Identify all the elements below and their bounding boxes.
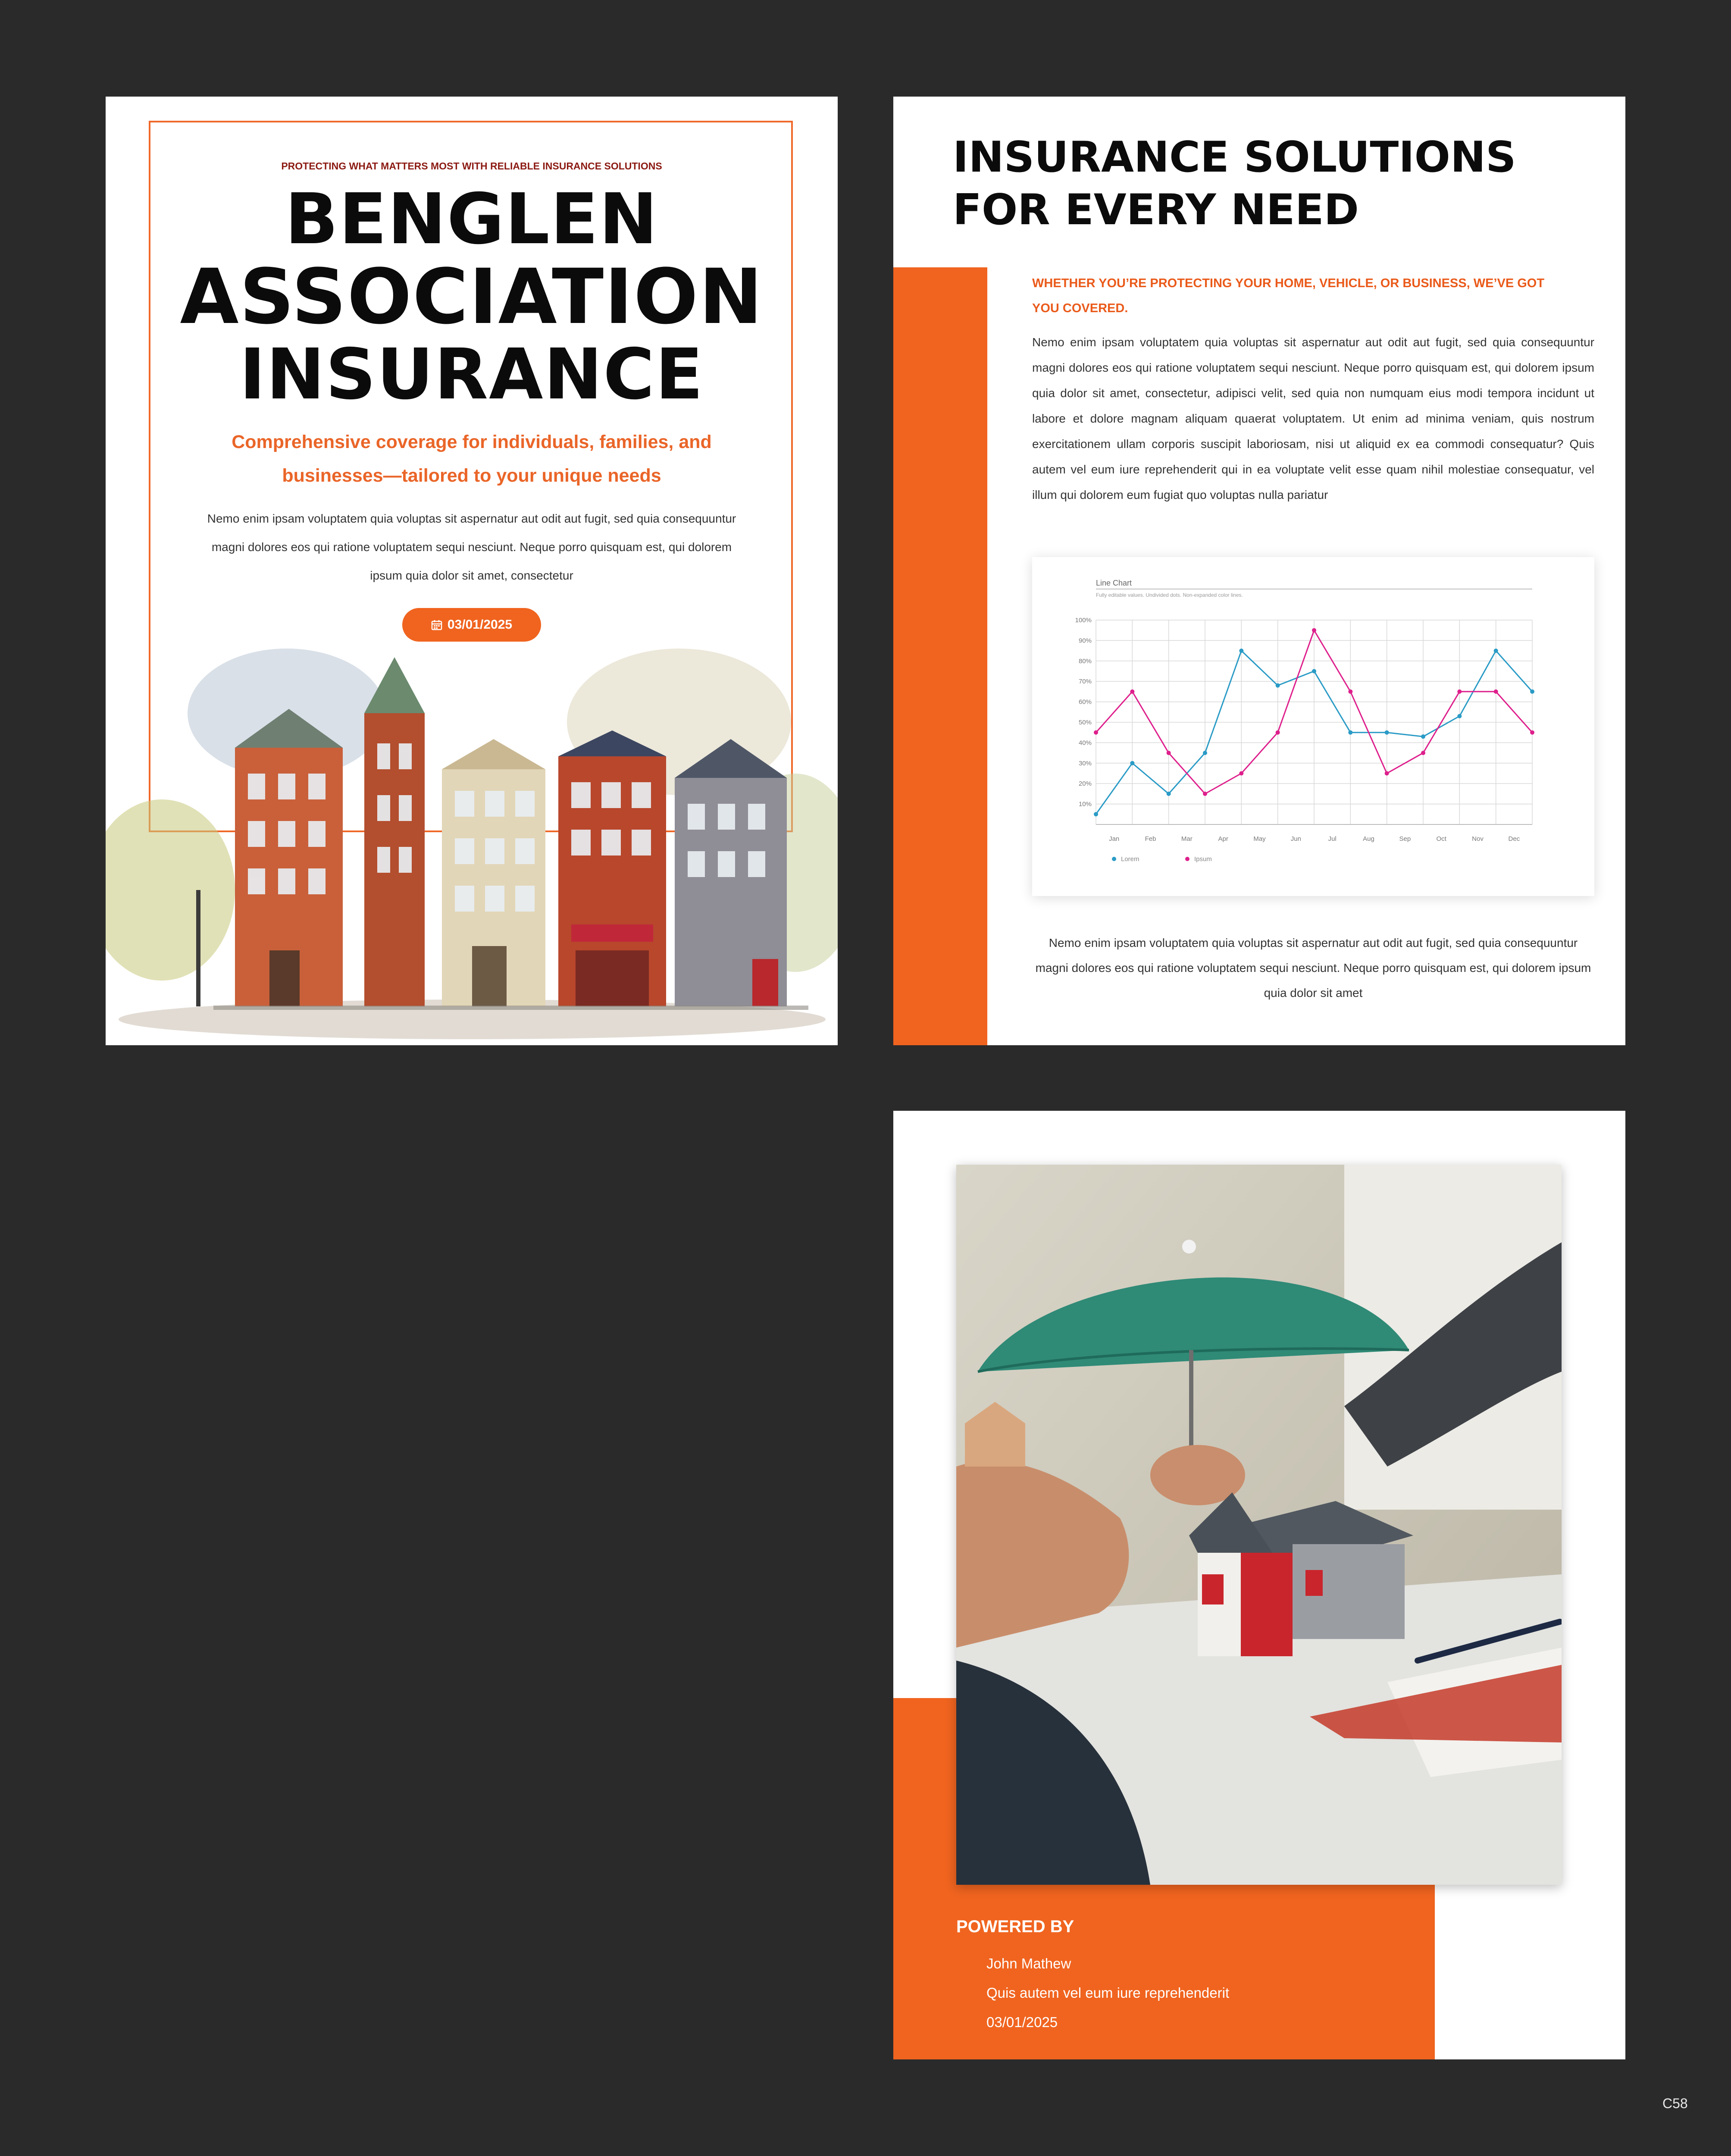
chart-point-ipsum	[1530, 730, 1534, 735]
chart-point-ipsum	[1457, 689, 1462, 694]
back-date: 03/01/2025	[986, 2014, 1058, 2030]
chart-subtitle: Fully editable values. Undivided dots. Non-expanded color lines.	[1096, 592, 1243, 598]
chart-y-tick-label: 40%	[1078, 739, 1092, 747]
chart-point-ipsum	[1239, 771, 1243, 776]
chart-x-tick-label: Jan	[1109, 835, 1120, 843]
cover-subtitle: Comprehensive coverage for individuals, families, and businesses—tailored to your unique needs	[232, 432, 712, 486]
cover-title-line-1: BENGLEN	[285, 179, 659, 260]
calendar-icon	[431, 619, 442, 630]
chart-y-tick-label: 30%	[1078, 759, 1092, 767]
powered-by-info	[986, 1949, 1229, 2037]
chart-x-tick-label: Dec	[1508, 835, 1520, 843]
cover-date: 03/01/2025	[447, 617, 513, 632]
chart-x-tick-label: Jun	[1290, 835, 1301, 843]
after-chart-text: Nemo enim ipsam voluptatem quia voluptas sit aspernatur aut odit aut fugit, sed quia consequuntur magni dolores eos qui ratione voluptatem sequi nesciunt. Neque porro quisquam est, qui dolorem ipsum quia dolor sit amet	[1035, 936, 1591, 1000]
chart-x-tick-label: Nov	[1472, 835, 1484, 843]
cover-page	[106, 97, 838, 1045]
chart-y-tick-label: 60%	[1078, 698, 1092, 706]
chart-point-ipsum	[1276, 730, 1280, 735]
solutions-heading: INSURANCE SOLUTIONS FOR EVERY NEED	[953, 133, 1516, 235]
chart-x-tick-label: Feb	[1145, 835, 1156, 843]
chart-point-lorem	[1094, 812, 1098, 816]
chart-point-ipsum	[1494, 689, 1498, 694]
chart-point-lorem	[1276, 683, 1280, 688]
chart-point-lorem	[1130, 761, 1134, 765]
chart-point-ipsum	[1385, 771, 1389, 776]
chart-point-ipsum	[1094, 730, 1098, 735]
chart-point-ipsum	[1203, 792, 1207, 796]
chart-point-ipsum	[1348, 689, 1352, 694]
chart-point-lorem	[1312, 669, 1316, 674]
umbrella-house-photo	[956, 1165, 1562, 1885]
chart-point-lorem	[1494, 649, 1498, 653]
cover-title-line-2: ASSOCIATION	[180, 253, 764, 341]
chart-x-tick-label: Apr	[1218, 835, 1228, 843]
chart-y-tick-label: 50%	[1078, 719, 1092, 726]
chart-x-tick-label: Jul	[1328, 835, 1337, 843]
author-name: John Mathew	[986, 1955, 1071, 1971]
chart-y-tick-label: 20%	[1078, 780, 1092, 788]
footer-code: C58	[1662, 2096, 1688, 2111]
chart-y-tick-label: 70%	[1078, 678, 1092, 686]
cover-body-text: Nemo enim ipsam voluptatem quia voluptas sit aspernatur aut odit aut fugit, sed quia consequuntur magni dolores eos qui ratione voluptatem sequi nesciunt. Neque porro quisquam est, qui dolorem ipsum quia dolor sit amet, consectetur	[207, 512, 736, 582]
chart-x-tick-label: Oct	[1436, 835, 1446, 843]
chart-point-lorem	[1530, 689, 1534, 694]
chart-legend-marker	[1112, 857, 1116, 861]
chart-point-lorem	[1421, 734, 1425, 739]
chart-x-tick-label: Mar	[1181, 835, 1193, 843]
orange-side-bar	[893, 267, 987, 1045]
chart-point-ipsum	[1130, 689, 1134, 694]
chart-y-tick-label: 90%	[1078, 637, 1092, 645]
chart-point-lorem	[1203, 751, 1207, 755]
line-chart-card	[1032, 557, 1594, 896]
chart-point-lorem	[1348, 730, 1352, 735]
chart-point-lorem	[1457, 714, 1462, 718]
chart-point-ipsum	[1312, 628, 1316, 633]
line-chart	[1032, 557, 1594, 896]
chart-point-lorem	[1239, 649, 1243, 653]
powered-by-label: POWERED BY	[956, 1917, 1074, 1936]
chart-y-tick-label: 80%	[1078, 657, 1092, 665]
cover-title-line-3: INSURANCE	[239, 334, 704, 415]
chart-point-lorem	[1385, 730, 1389, 735]
chart-y-tick-label: 100%	[1075, 617, 1092, 624]
chart-y-tick-label: 10%	[1078, 800, 1092, 808]
solutions-paragraph: Nemo enim ipsam voluptatem quia voluptas sit aspernatur aut odit aut fugit, sed quia consequuntur magni dolores eos qui ratione voluptatem sequi nesciunt. Neque porro quisquam est, qui dolorem ipsum quia dolor sit amet, consectetur, adipisci velit, sed quia non numquam eius modi tempora incidunt ut labore et dolore magnam aliquam quaerat voluptatem. Ut enim ad minima veniam, quis nostrum exercitationem ullam corporis suscipit laboriosam, nisi ut aliquid ex ea commodi consequatur? Quis autem vel eum iure reprehenderit qui in ea voluptate velit esse quam nihil molestiae consequatur, vel illum qui dolorem eum fugiat quo voluptas nulla pariatur	[1032, 335, 1594, 501]
cover-tagline: PROTECTING WHAT MATTERS MOST WITH RELIABLE INSURANCE SOLUTIONS	[281, 160, 662, 172]
chart-title: Line Chart	[1096, 579, 1132, 587]
chart-legend-label: Ipsum	[1194, 856, 1212, 863]
solutions-lead: WHETHER YOU’RE PROTECTING YOUR HOME, VEHICLE, OR BUSINESS, WE’VE GOT YOU COVERED.	[1032, 276, 1545, 315]
chart-legend-marker	[1185, 857, 1189, 861]
chart-point-ipsum	[1421, 751, 1425, 755]
chart-point-ipsum	[1167, 751, 1171, 755]
author-line: Quis autem vel eum iure reprehenderit	[986, 1985, 1230, 2001]
cover-title	[106, 181, 838, 414]
chart-legend-label: Lorem	[1121, 856, 1139, 863]
watercolor-townhouses-illustration	[106, 649, 838, 1045]
chart-x-tick-label: Aug	[1363, 835, 1374, 843]
chart-point-lorem	[1167, 792, 1171, 796]
chart-x-tick-label: May	[1253, 835, 1266, 843]
solutions-page	[893, 97, 1625, 1045]
cover-date-badge	[402, 608, 541, 642]
back-cover-page	[893, 1111, 1625, 2059]
chart-x-tick-label: Sep	[1399, 835, 1411, 843]
